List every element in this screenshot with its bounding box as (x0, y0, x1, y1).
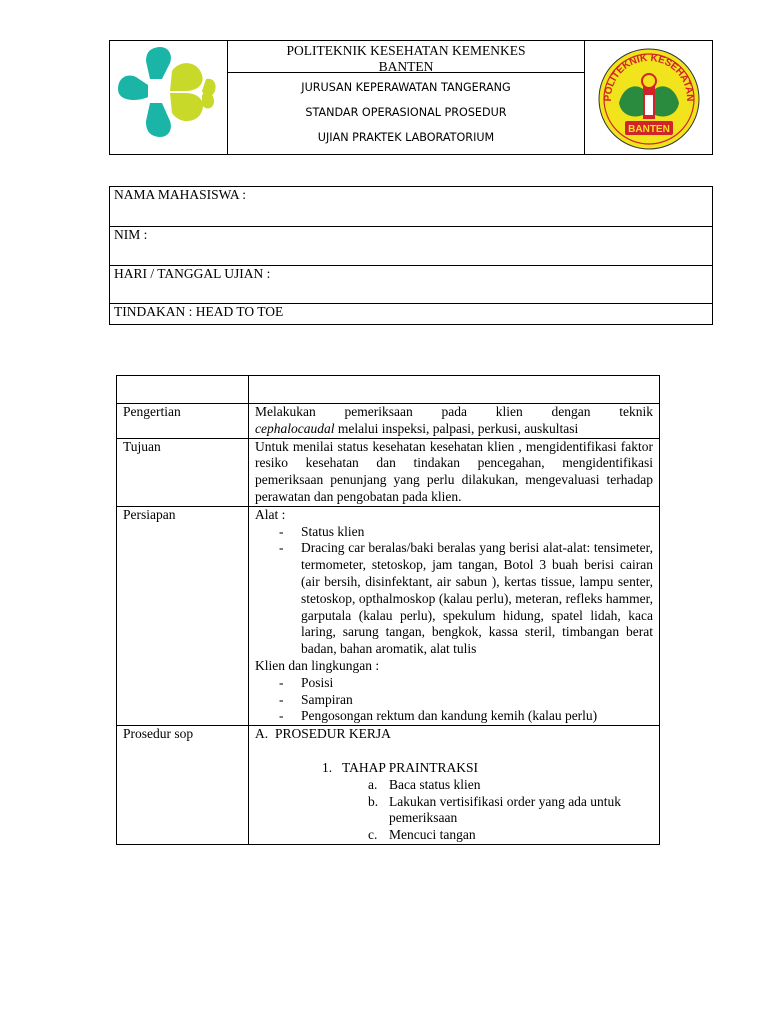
alat-list (255, 524, 653, 658)
label-pengertian: Pengertian (117, 404, 249, 439)
list-item: - Posisi (275, 675, 653, 692)
item-text: Baca status klien (389, 776, 481, 792)
exam-name: UJIAN PRAKTEK LABORATORIUM (317, 131, 495, 144)
pengertian-line2 (255, 421, 653, 438)
alat-heading: Alat : (255, 506, 286, 522)
section-title: PROSEDUR KERJA (275, 726, 391, 742)
department-name: JURUSAN KEPERAWATAN TANGERANG (301, 81, 511, 94)
procedure-field: TINDAKAN : HEAD TO TOE (110, 304, 713, 325)
seal-logo-cell (585, 41, 712, 154)
poltekkes-banten-seal (585, 41, 712, 154)
step-marker: 1. (322, 759, 333, 775)
identity-table (109, 186, 713, 325)
section-marker: A. (255, 726, 269, 742)
row-pengertian (117, 404, 660, 439)
label-prosedur: Prosedur sop (117, 726, 249, 845)
pengertian-line1: Melakukan pemeriksaan pada klien dengan teknik (255, 404, 653, 419)
svg-text:BANTEN: BANTEN (628, 124, 670, 135)
document-header (109, 40, 713, 155)
header-cell-empty (117, 376, 249, 404)
label-tujuan: Tujuan (117, 438, 249, 506)
step-heading (255, 760, 653, 777)
student-name-field: NAMA MAHASISWA : (110, 187, 713, 227)
institution-name (228, 41, 584, 73)
spacer (255, 743, 653, 760)
header-cell-empty (249, 376, 660, 404)
document-type: STANDAR OPERASIONAL PROSEDUR (305, 106, 507, 119)
step-title: TAHAP PRAINTRAKSI (342, 759, 479, 775)
content-tujuan: Untuk menilai status kesehatan kesehatan klien , mengidentifikasi faktor resiko kesehatan dan tindakan pencegahan, mengidentifikasi pemeriksaan penunjang yang perlu dilakukan, mengevaluasi terhadap perawatan dan pengobatan pada klien. (249, 438, 660, 506)
header-titles (228, 41, 585, 154)
pengertian-rest: melalui inspeksi, palpasi, perkusi, auskultasi (334, 420, 579, 436)
item-text: Lakukan vertisifikasi order yang ada untuk pemeriksaan (389, 793, 622, 826)
item-marker: c. (368, 827, 378, 843)
row-tujuan (117, 438, 660, 506)
table-header-row (117, 376, 660, 404)
klien-heading: Klien dan lingkungan : (255, 657, 380, 673)
row-persiapan (117, 506, 660, 725)
kemenkes-logo (110, 41, 228, 154)
list-item: - Status klien (275, 524, 653, 541)
row-prosedur (117, 726, 660, 845)
content-prosedur (249, 726, 660, 845)
item-text: Mencuci tangan (389, 827, 476, 843)
list-item: - Sampiran (275, 692, 653, 709)
label-persiapan: Persiapan (117, 506, 249, 725)
list-item (368, 827, 653, 844)
nim-field: NIM : (110, 227, 713, 266)
item-marker: a. (368, 776, 378, 792)
svg-text:POLITEKNIK KESEHATAN: POLITEKNIK KESEHATAN (602, 52, 696, 102)
content-persiapan (249, 506, 660, 725)
section-heading (255, 726, 653, 743)
klien-list (255, 675, 653, 725)
list-item (368, 794, 653, 828)
sop-table (116, 375, 660, 845)
institution-line2: BANTEN (378, 59, 434, 74)
list-item: - Dracing car beralas/baki beralas yang berisi alat-alat: tensimeter, termometer, stetoskop, jam tangan, Botol 3 buah berisi cairan (air bersih, disinfektant, air sabun ), kertas tissue, lampu senter, stetoskop, opthalmoskop (kalau perlu), meteran, refleks hammer, garputala (kalau perlu), spekulum hidung, spatel lidah, kaca laring, sarung tangan, bengkok, kassa steril, timbangan berat badan, bahan aromatik, alat tulis (275, 540, 653, 658)
pengertian-italic-term: cephalocaudal (255, 420, 335, 436)
kemenkes-logo-cell (110, 41, 228, 154)
exam-date-field: HARI / TANGGAL UJIAN : (110, 266, 713, 304)
list-item (368, 777, 653, 794)
institution-line1: POLITEKNIK KESEHATAN KEMENKES (286, 43, 526, 58)
header-subtitles (228, 73, 584, 154)
step-list (255, 777, 653, 844)
item-marker: b. (368, 793, 379, 809)
list-item: - Pengosongan rektum dan kandung kemih (kalau perlu) (275, 708, 653, 725)
content-pengertian (249, 404, 660, 439)
